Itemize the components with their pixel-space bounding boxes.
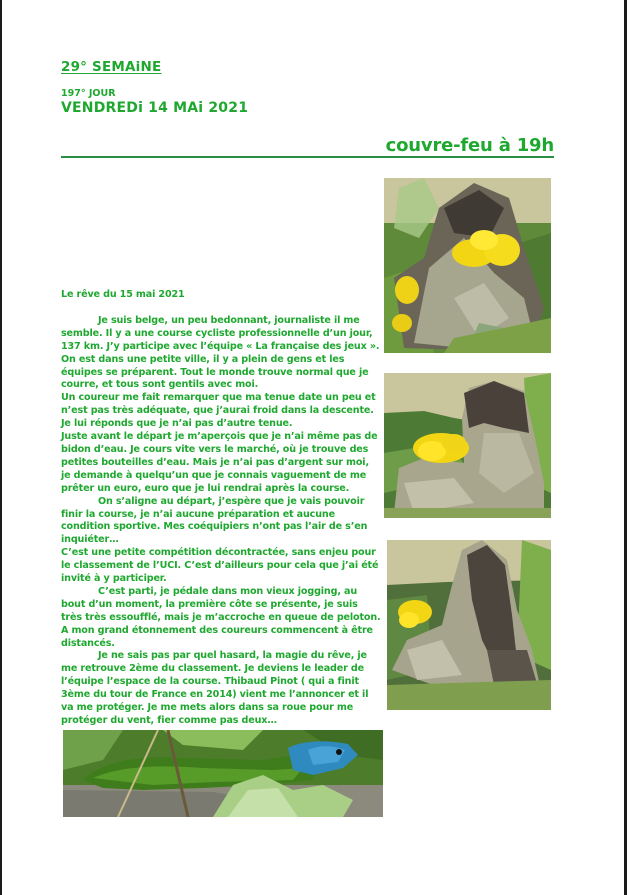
paragraph: Je suis belge, un peu bedonnant, journaliste il me semble. Il y a une course cycliste professionnelle d’un jour, 137 km. J’y participe avec l’équipe « La française des jeux ». On est dans une petite ville, il y a plein de gens et les équipes se préparent. Tout le monde trouve normal que je courre, et tous sont gentils avec moi. (61, 314, 380, 391)
day-number: 197° JOUR (61, 88, 116, 99)
paragraph: Je ne sais pas par quel hasard, la magie du rêve, je me retrouve 2ème du classement. Je deviens le leader de l’équipe l’espace de la course. Thibaud Pinot ( qui a finit 3ème du tour de France en 2014) vient me l’annoncer et il va me protéger. Je me mets alors dans sa roue pour me protéger du vent, fier comme pas deux… (61, 650, 369, 726)
page-title: couvre-feu à 19h (385, 135, 554, 156)
page-border-left (0, 0, 2, 895)
week-label: 29° SEMAiNE (61, 59, 162, 75)
photo-rock-broom-1 (384, 178, 551, 353)
photo-green-lizard (63, 730, 383, 817)
paragraph: C’est une petite compétition décontractée, sans enjeu pour le classement de l’UCI. C’est d’ailleurs pour cela que j’ai été invité à y participer. (61, 547, 379, 585)
photo-rock-broom-3 (387, 540, 551, 710)
paragraph: C’est parti, je pédale dans mon vieux jogging, au bout d’un moment, la première côte se présente, je suis très très essoufflé, mais je m’accroche en queue de peloton. A mon grand étonnement des coureurs commencent à être distancés. (61, 585, 381, 649)
article-heading: Le rêve du 15 mai 2021 (61, 289, 185, 300)
article-body (61, 289, 381, 728)
paragraph: Juste avant le départ je m’aperçois que je n’ai même pas de bidon d’eau. Je cours vite vers le marché, où je trouve des petites bouteilles d’eau. Mais je n’ai pas d’argent sur moi, je demande à quelqu’un que je connais vaguement de me prêter un euro, euro que je lui rendrai après la course. (61, 431, 378, 494)
date-label: VENDREDi 14 MAi 2021 (61, 100, 249, 116)
paragraph: Un coureur me fait remarquer que ma tenue date un peu et n’est pas très adéquate, que j’aurai froid dans la descente. Je lui réponds que je n’ai pas d’autre tenue. (61, 392, 376, 430)
paragraph: On s’aligne au départ, j’espère que je vais pouvoir finir la course, je n’ai aucune préparation et aucune condition sportive. Mes coéquipiers n’ont pas l’air de s’en inquiéter… (61, 495, 368, 546)
photo-rock-broom-2 (384, 373, 551, 518)
title-divider (61, 156, 554, 158)
